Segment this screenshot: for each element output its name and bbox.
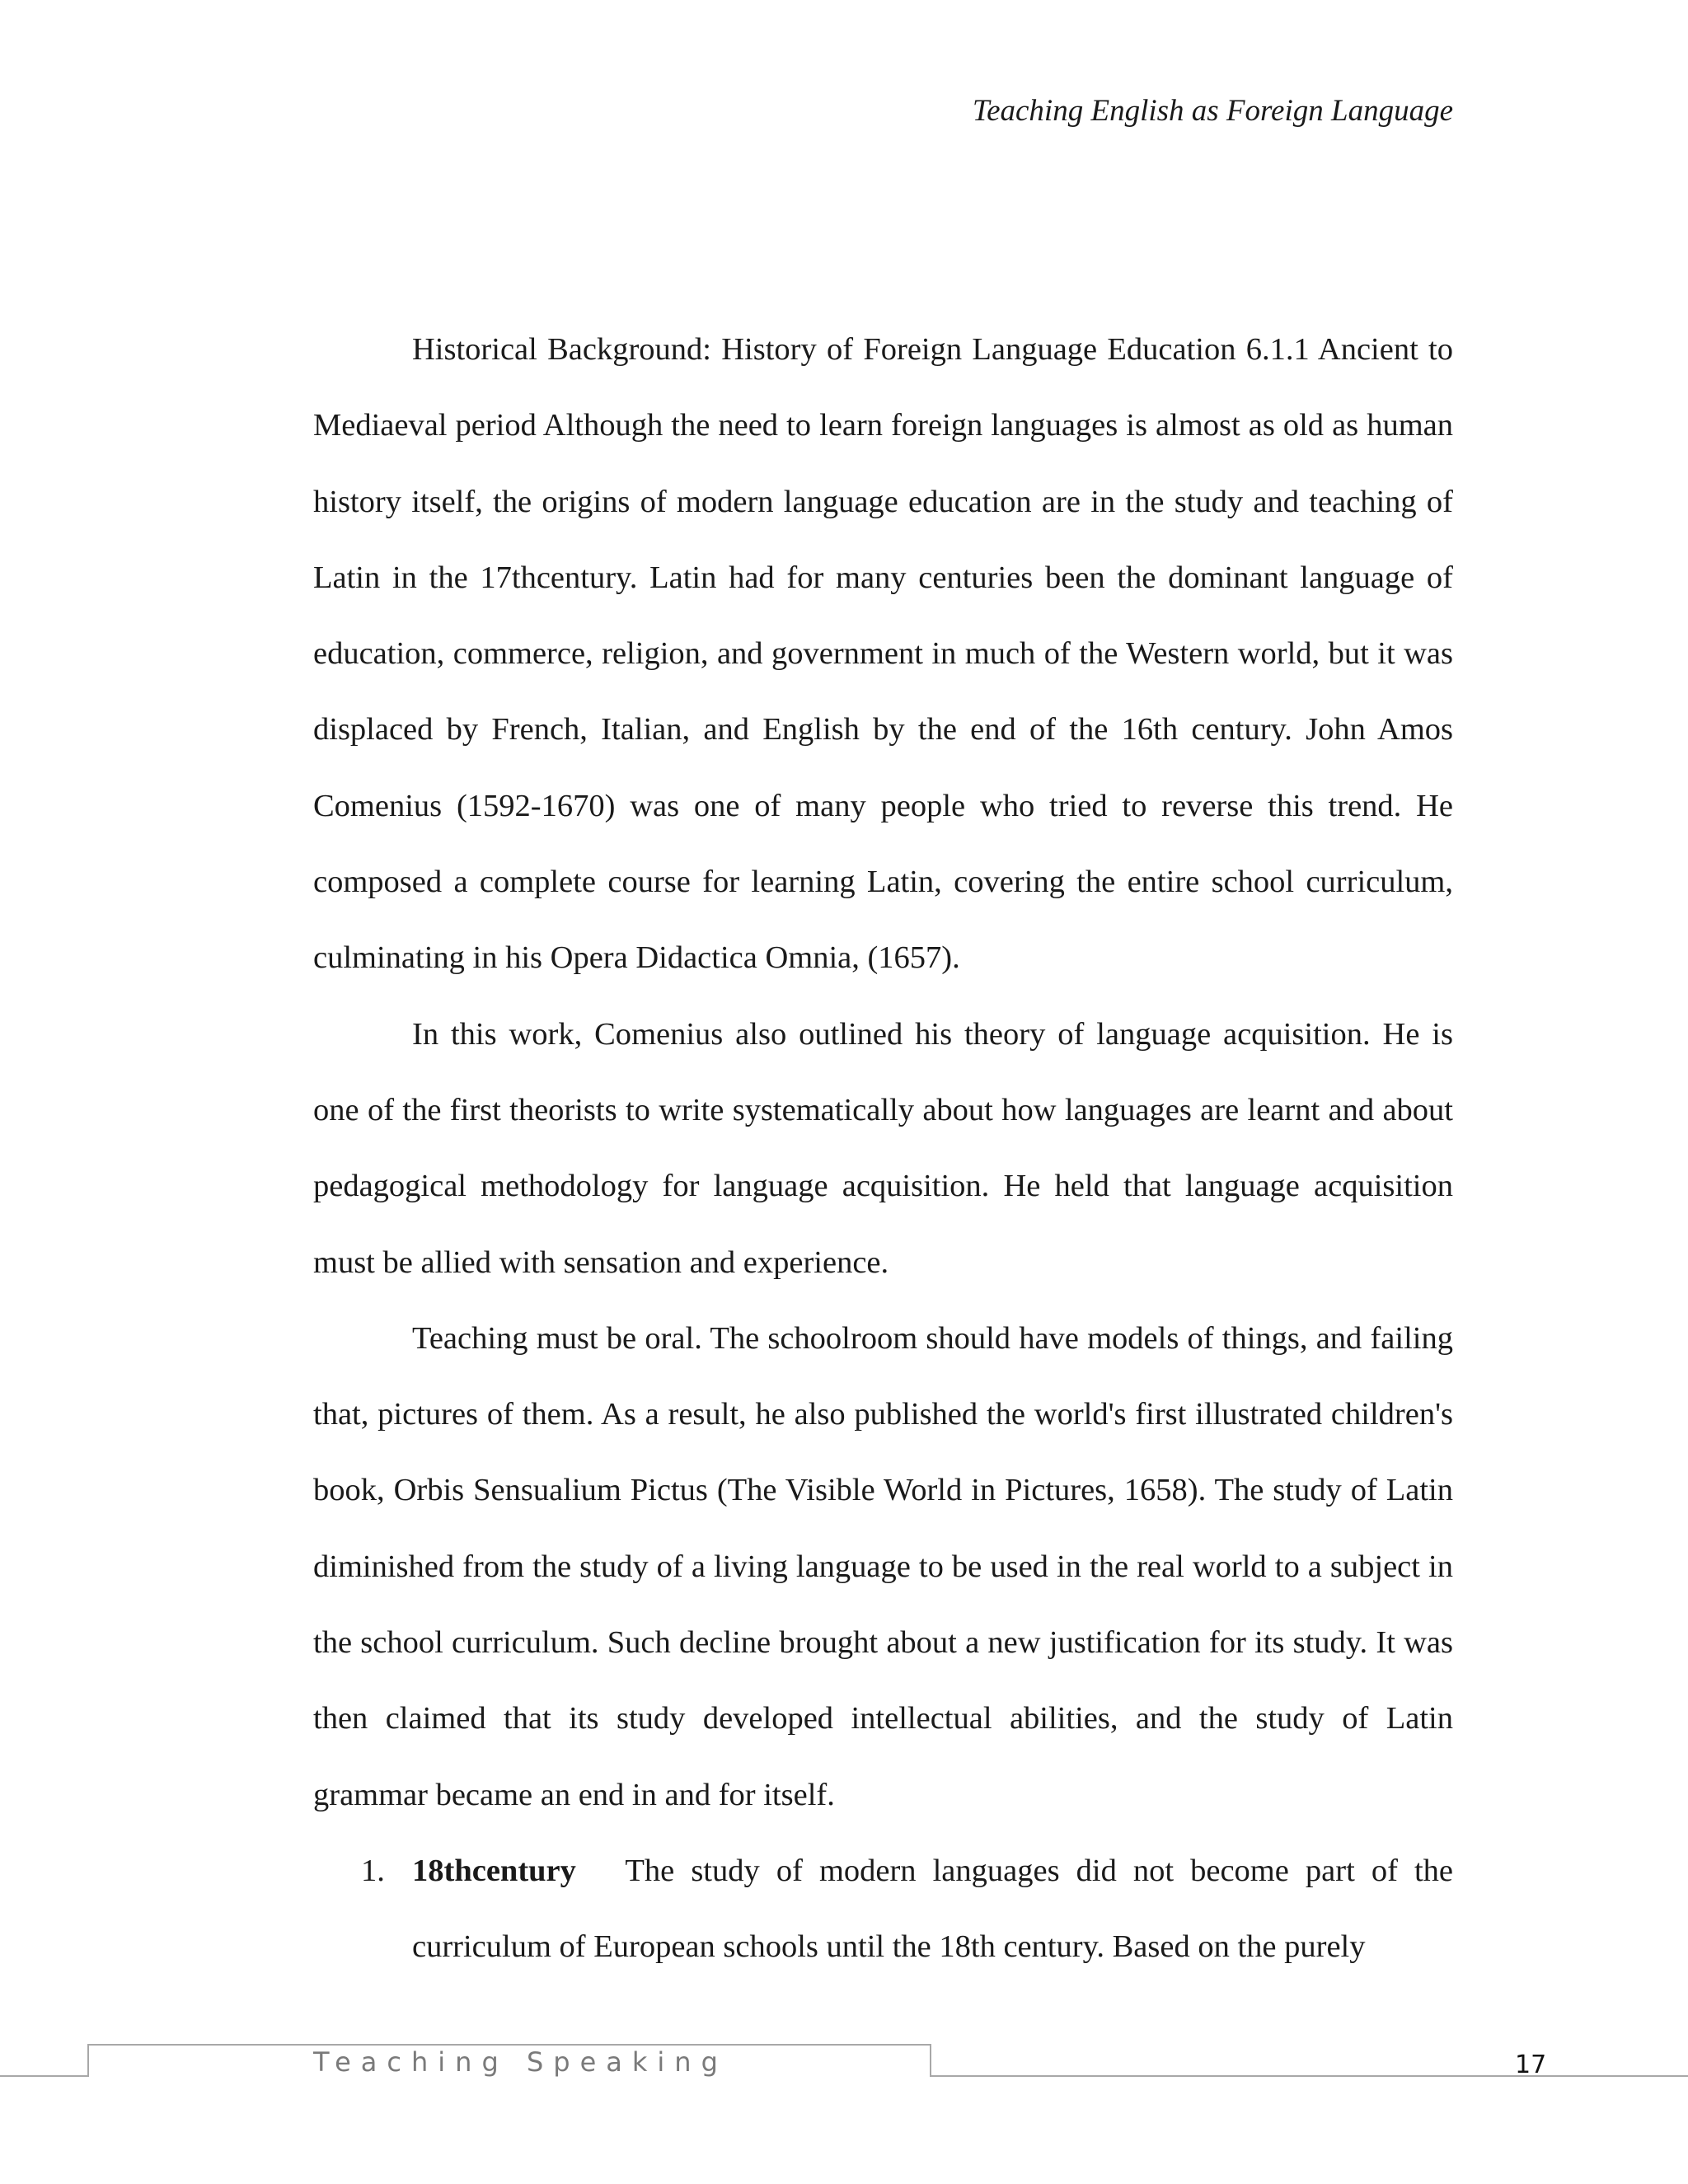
list-item-heading: 18thcentury bbox=[412, 1853, 576, 1888]
page-number: 17 bbox=[1515, 2050, 1547, 2079]
paragraph-historical-background: Historical Background: History of Foreign Language Education 6.1.1 Ancient to Mediaeval period Although the need to learn foreign languages is almost as old as human history itself, the origins of modern language education are in the study and teaching of Latin in the 17thcentury. Latin had for many centuries been the dominant language of education, commerce, religion, and government in much of the Western world, but it was displaced by French, Italian, and English by the end of the 16th century. John Amos Comenius (1592-1670) was one of many people who tried to reverse this trend. He composed a complete course for learning Latin, covering the entire school curriculum, culminating in his Opera Didactica Omnia, (1657). bbox=[313, 332, 1453, 976]
numbered-list bbox=[313, 1833, 1453, 1985]
footer-rule-right bbox=[930, 2075, 1688, 2077]
list-item-number: 1. bbox=[361, 1853, 385, 1888]
footer-title: Teaching Speaking bbox=[313, 2046, 728, 2078]
list-item-text: The study of modern languages did not become part of the curriculum of European schools until the 18th century. Based on the purely bbox=[412, 1853, 1453, 1965]
main-text bbox=[313, 312, 1453, 1985]
footer-rule-left bbox=[0, 2075, 87, 2077]
running-header: Teaching English as Foreign Language bbox=[972, 94, 1453, 128]
paragraph-comenius-theory: In this work, Comenius also outlined his theory of language acquisition. He is one of the first theorists to write systematically about how languages are learnt and about pedagogical methodology for language acquisition. He held that language acquisition must be allied with sensation and experience. bbox=[313, 1016, 1453, 1280]
paragraph-teaching-oral: Teaching must be oral. The schoolroom should have models of things, and failing that, pictures of them. As a result, he also published the world's first illustrated children's book, Orbis Sensualium Pictus (The Visible World in Pictures, 1658). The study of Latin diminished from the study of a living language to be used in the real world to a subject in the school curriculum. Such decline brought about a new justification for its study. It was then claimed that its study developed intellectual abilities, and the study of Latin grammar became an end in and for itself. bbox=[313, 1320, 1453, 1812]
list-item bbox=[313, 1833, 1453, 1985]
